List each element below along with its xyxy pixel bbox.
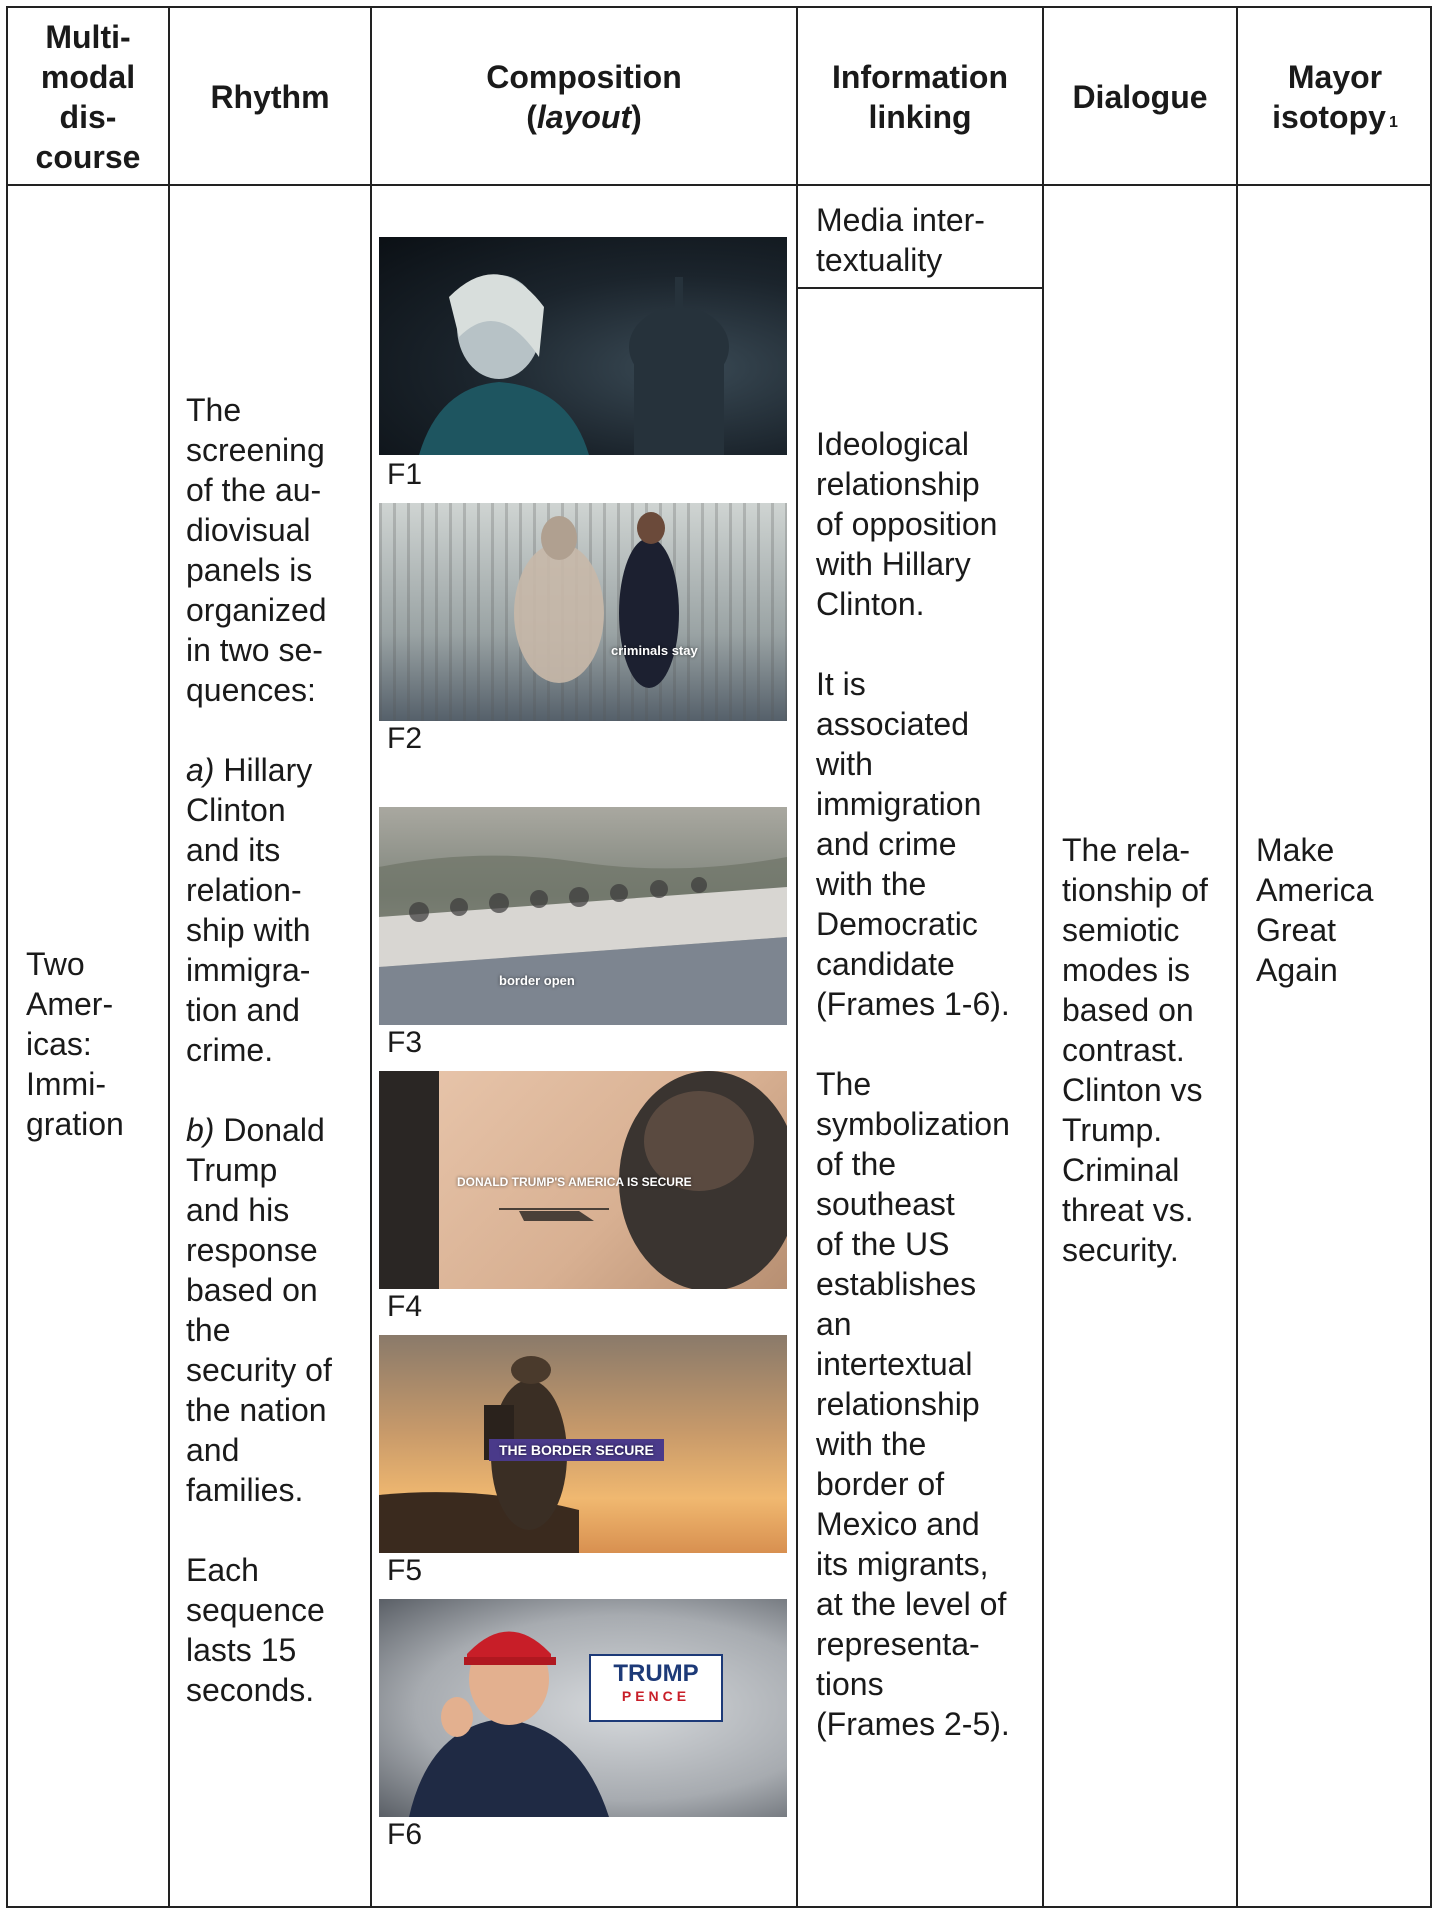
header-mayor-isotopy: Mayor isotopy $^1$	[1272, 59, 1398, 135]
frame-f2-label: F2	[387, 722, 423, 755]
rhythm-sequence-a: a) Hillary Clinton and its relation- ship with immigra- tion and crime.	[186, 752, 313, 1068]
frame-f5-image	[379, 1335, 787, 1553]
col-divider	[168, 8, 170, 1906]
frame-f4-label: F4	[387, 1290, 423, 1323]
header-rhythm: Rhythm	[210, 79, 330, 115]
rhythm-duration: Each sequence lasts 15 seconds.	[186, 1552, 325, 1708]
analysis-table	[6, 6, 1432, 1908]
info-associated: It is associated with immigration and crime with the Democratic candidate (Frames 1-6).	[816, 666, 1010, 1022]
cell-info-linking	[816, 424, 1040, 1784]
cell-dialogue: The rela- tionship of semiotic modes is based on contrast. Clinton vs Trump. Criminal threat vs. security.	[1062, 832, 1208, 1268]
frame-f6-label: F6	[387, 1818, 423, 1851]
header-composition: Composition (layout)	[486, 59, 682, 135]
cell-isotopy: Make America Great Again	[1256, 832, 1374, 988]
frame-f2-image	[379, 503, 787, 721]
frame-f6-caption: TRUMP	[613, 1660, 699, 1687]
frame-f1-label: F1	[387, 458, 423, 491]
frame-f2-caption: criminals stay	[611, 643, 698, 658]
header-dialogue: Dialogue	[1072, 79, 1208, 115]
frame-f1-image	[379, 237, 787, 455]
rhythm-sequence-b: b) Donald Trump and his response based on the security of the nation and families.	[186, 1112, 332, 1508]
cell-rhythm	[186, 390, 366, 1750]
frame-f3-image	[379, 807, 787, 1025]
info-cell-divider	[798, 287, 1042, 289]
frame-f4-caption: DONALD TRUMP'S AMERICA IS SECURE	[457, 1175, 692, 1189]
col-divider	[1042, 8, 1044, 1906]
rhythm-intro: The screening of the au- diovisual panels is organized in two se- quences:	[186, 392, 327, 708]
header-information-linking: Information linking	[832, 59, 1008, 135]
cell-discourse: Two Amer- icas: Immi- gration	[26, 946, 124, 1142]
col-divider	[796, 8, 798, 1906]
frame-f5-caption: THE BORDER SECURE	[489, 1439, 664, 1461]
info-symbolization: The symbolization of the southeast of the US establishes an intertextual relationship with the border of Mexico and its migrants, at the level of representa- tions (Frames 2-5).	[816, 1066, 1010, 1742]
col-divider	[370, 8, 372, 1906]
cell-info-media-intertextuality: Media inter- textuality	[816, 202, 985, 278]
frame-f5-label: F5	[387, 1554, 423, 1587]
frame-f3-label: F3	[387, 1026, 423, 1059]
frame-f4-image	[379, 1071, 787, 1289]
frame-f6-sign	[589, 1654, 723, 1722]
footnote-marker: 1	[1388, 114, 1398, 131]
col-divider	[1236, 8, 1238, 1906]
frame-f6-image	[379, 1599, 787, 1817]
frame-f3-caption: border open	[499, 973, 575, 988]
info-ideological: Ideological relationship of opposition with Hillary Clinton.	[816, 426, 998, 622]
frame-f6-caption2: PENCE	[621, 1688, 691, 1704]
header-multimodal-discourse: Multi- modal dis- course	[35, 19, 141, 175]
